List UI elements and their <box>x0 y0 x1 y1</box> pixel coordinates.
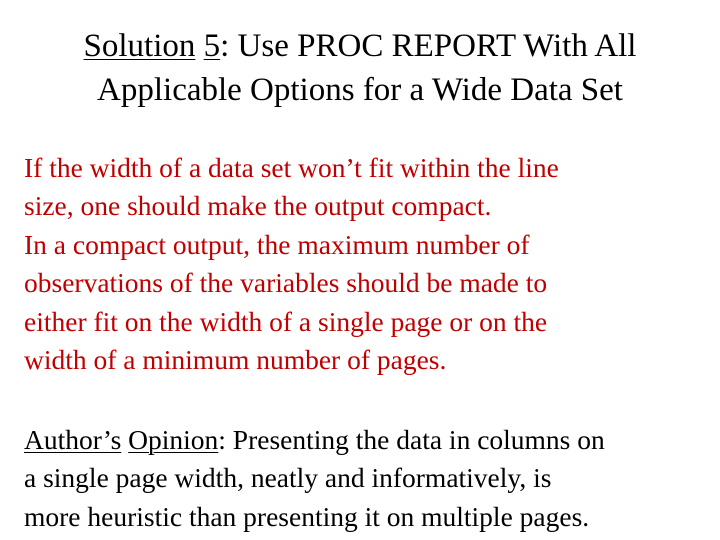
title-line-2: Applicable Options for a Wide Data Set <box>97 72 623 108</box>
slide-title <box>20 24 700 112</box>
body-line-2: size, one should make the output compact. <box>24 190 492 222</box>
author-opinion <box>24 421 714 536</box>
body-line-5: either fit on the width of a single page or on the <box>24 305 548 337</box>
body-line-3: In a compact output, the maximum number of <box>24 228 530 260</box>
opinion-line-1-rest: : Presenting the data in columns on <box>218 424 605 455</box>
body-line-1: If the width of a data set won’t fit within the line <box>24 152 559 183</box>
title-space <box>195 28 203 64</box>
opinion-author-word: Author’s <box>24 424 122 455</box>
title-line-1-rest: : Use PROC REPORT With All <box>220 28 637 64</box>
opinion-line-3: more heuristic than presenting it on multiple pages. <box>24 500 590 532</box>
opinion-line-2: a single page width, neatly and informatively, is <box>24 462 552 494</box>
title-solution-word: Solution <box>83 28 196 64</box>
body-paragraph <box>24 149 714 379</box>
title-solution-number: 5 <box>203 28 221 64</box>
title-line-1 <box>20 24 700 68</box>
opinion-label-word: Opinion <box>128 424 219 455</box>
opinion-line-1 <box>24 421 714 459</box>
body-line-6: width of a minimum number of pages. <box>24 344 447 376</box>
body-line-4: observations of the variables should be made to <box>24 267 548 299</box>
